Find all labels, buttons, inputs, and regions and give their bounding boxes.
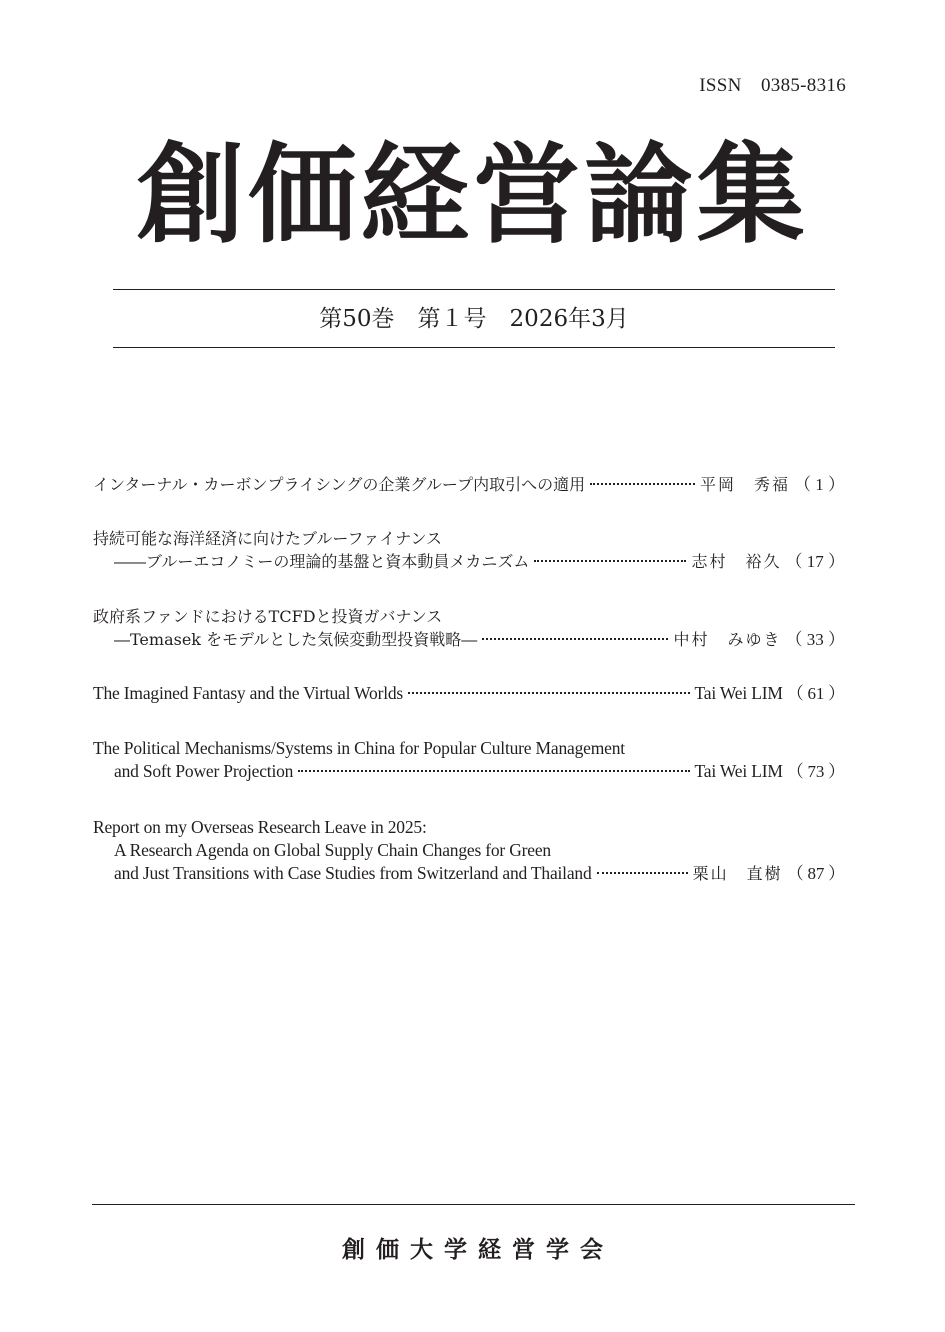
article-title: Report on my Overseas Research Leave in 2025: <box>93 817 427 837</box>
issue-info <box>113 303 835 335</box>
article-title: 政府系ファンドにおけるTCFDと投資ガバナンス <box>93 607 443 626</box>
article-subtitle: ―Temasek をモデルとした気候変動型投資戦略― <box>114 630 478 649</box>
article-author: 志村 裕久 <box>691 552 782 571</box>
article-page: （ 87 ） <box>786 864 845 883</box>
toc-entry[interactable] <box>93 816 845 885</box>
article-author: 中村 みゆき <box>673 630 782 649</box>
volume-label: 第50巻 <box>319 306 395 332</box>
article-page: （ 73 ） <box>786 762 845 781</box>
leader-dots <box>597 872 688 874</box>
issn-number: ISSN 0385-8316 <box>699 75 846 96</box>
middle-rule <box>113 347 835 348</box>
bottom-rule <box>92 1204 855 1205</box>
leader-dots <box>298 770 689 772</box>
article-author: 栗山 直樹 <box>692 864 783 883</box>
article-page: （ 1 ） <box>794 475 845 494</box>
article-author: Tai Wei LIM <box>694 683 783 703</box>
journal-title: 創価経営論集 <box>136 132 809 258</box>
article-author: Tai Wei LIM <box>694 761 783 781</box>
top-rule <box>113 289 835 290</box>
article-title: The Imagined Fantasy and the Virtual Worlds <box>93 683 404 703</box>
leader-dots <box>534 560 686 562</box>
toc-entry[interactable] <box>93 605 845 651</box>
leader-dots <box>408 692 689 694</box>
article-subtitle: and Just Transitions with Case Studies from Switzerland and Thailand <box>114 863 592 883</box>
article-title: The Political Mechanisms/Systems in China for Popular Culture Management <box>93 738 625 758</box>
article-page: （ 17 ） <box>785 552 845 571</box>
article-subtitle: and Soft Power Projection <box>114 761 294 781</box>
article-subtitle: A Research Agenda on Global Supply Chain Changes for Green <box>114 840 551 860</box>
article-page: （ 33 ） <box>785 630 845 649</box>
toc-entry[interactable] <box>93 473 845 496</box>
article-subtitle: ――ブルーエコノミーの理論的基盤と資本動員メカニズム <box>114 552 530 571</box>
article-author: 平岡 秀福 <box>699 475 790 494</box>
toc-entry[interactable] <box>93 737 845 783</box>
toc-entry[interactable] <box>93 682 845 705</box>
toc-entry[interactable] <box>93 527 845 573</box>
article-title: インターナル・カーボンプライシングの企業グループ内取引への適用 <box>93 475 586 494</box>
date-label: 2026年3月 <box>509 306 629 332</box>
leader-dots <box>482 638 668 640</box>
number-label: 第１号 <box>417 306 487 332</box>
publisher-name: 創価大学経営学会 <box>342 1236 614 1263</box>
leader-dots <box>590 483 695 485</box>
table-of-contents <box>93 473 845 911</box>
article-title: 持続可能な海洋経済に向けたブルーファイナンス <box>93 529 442 548</box>
article-page: （ 61 ） <box>786 684 845 703</box>
